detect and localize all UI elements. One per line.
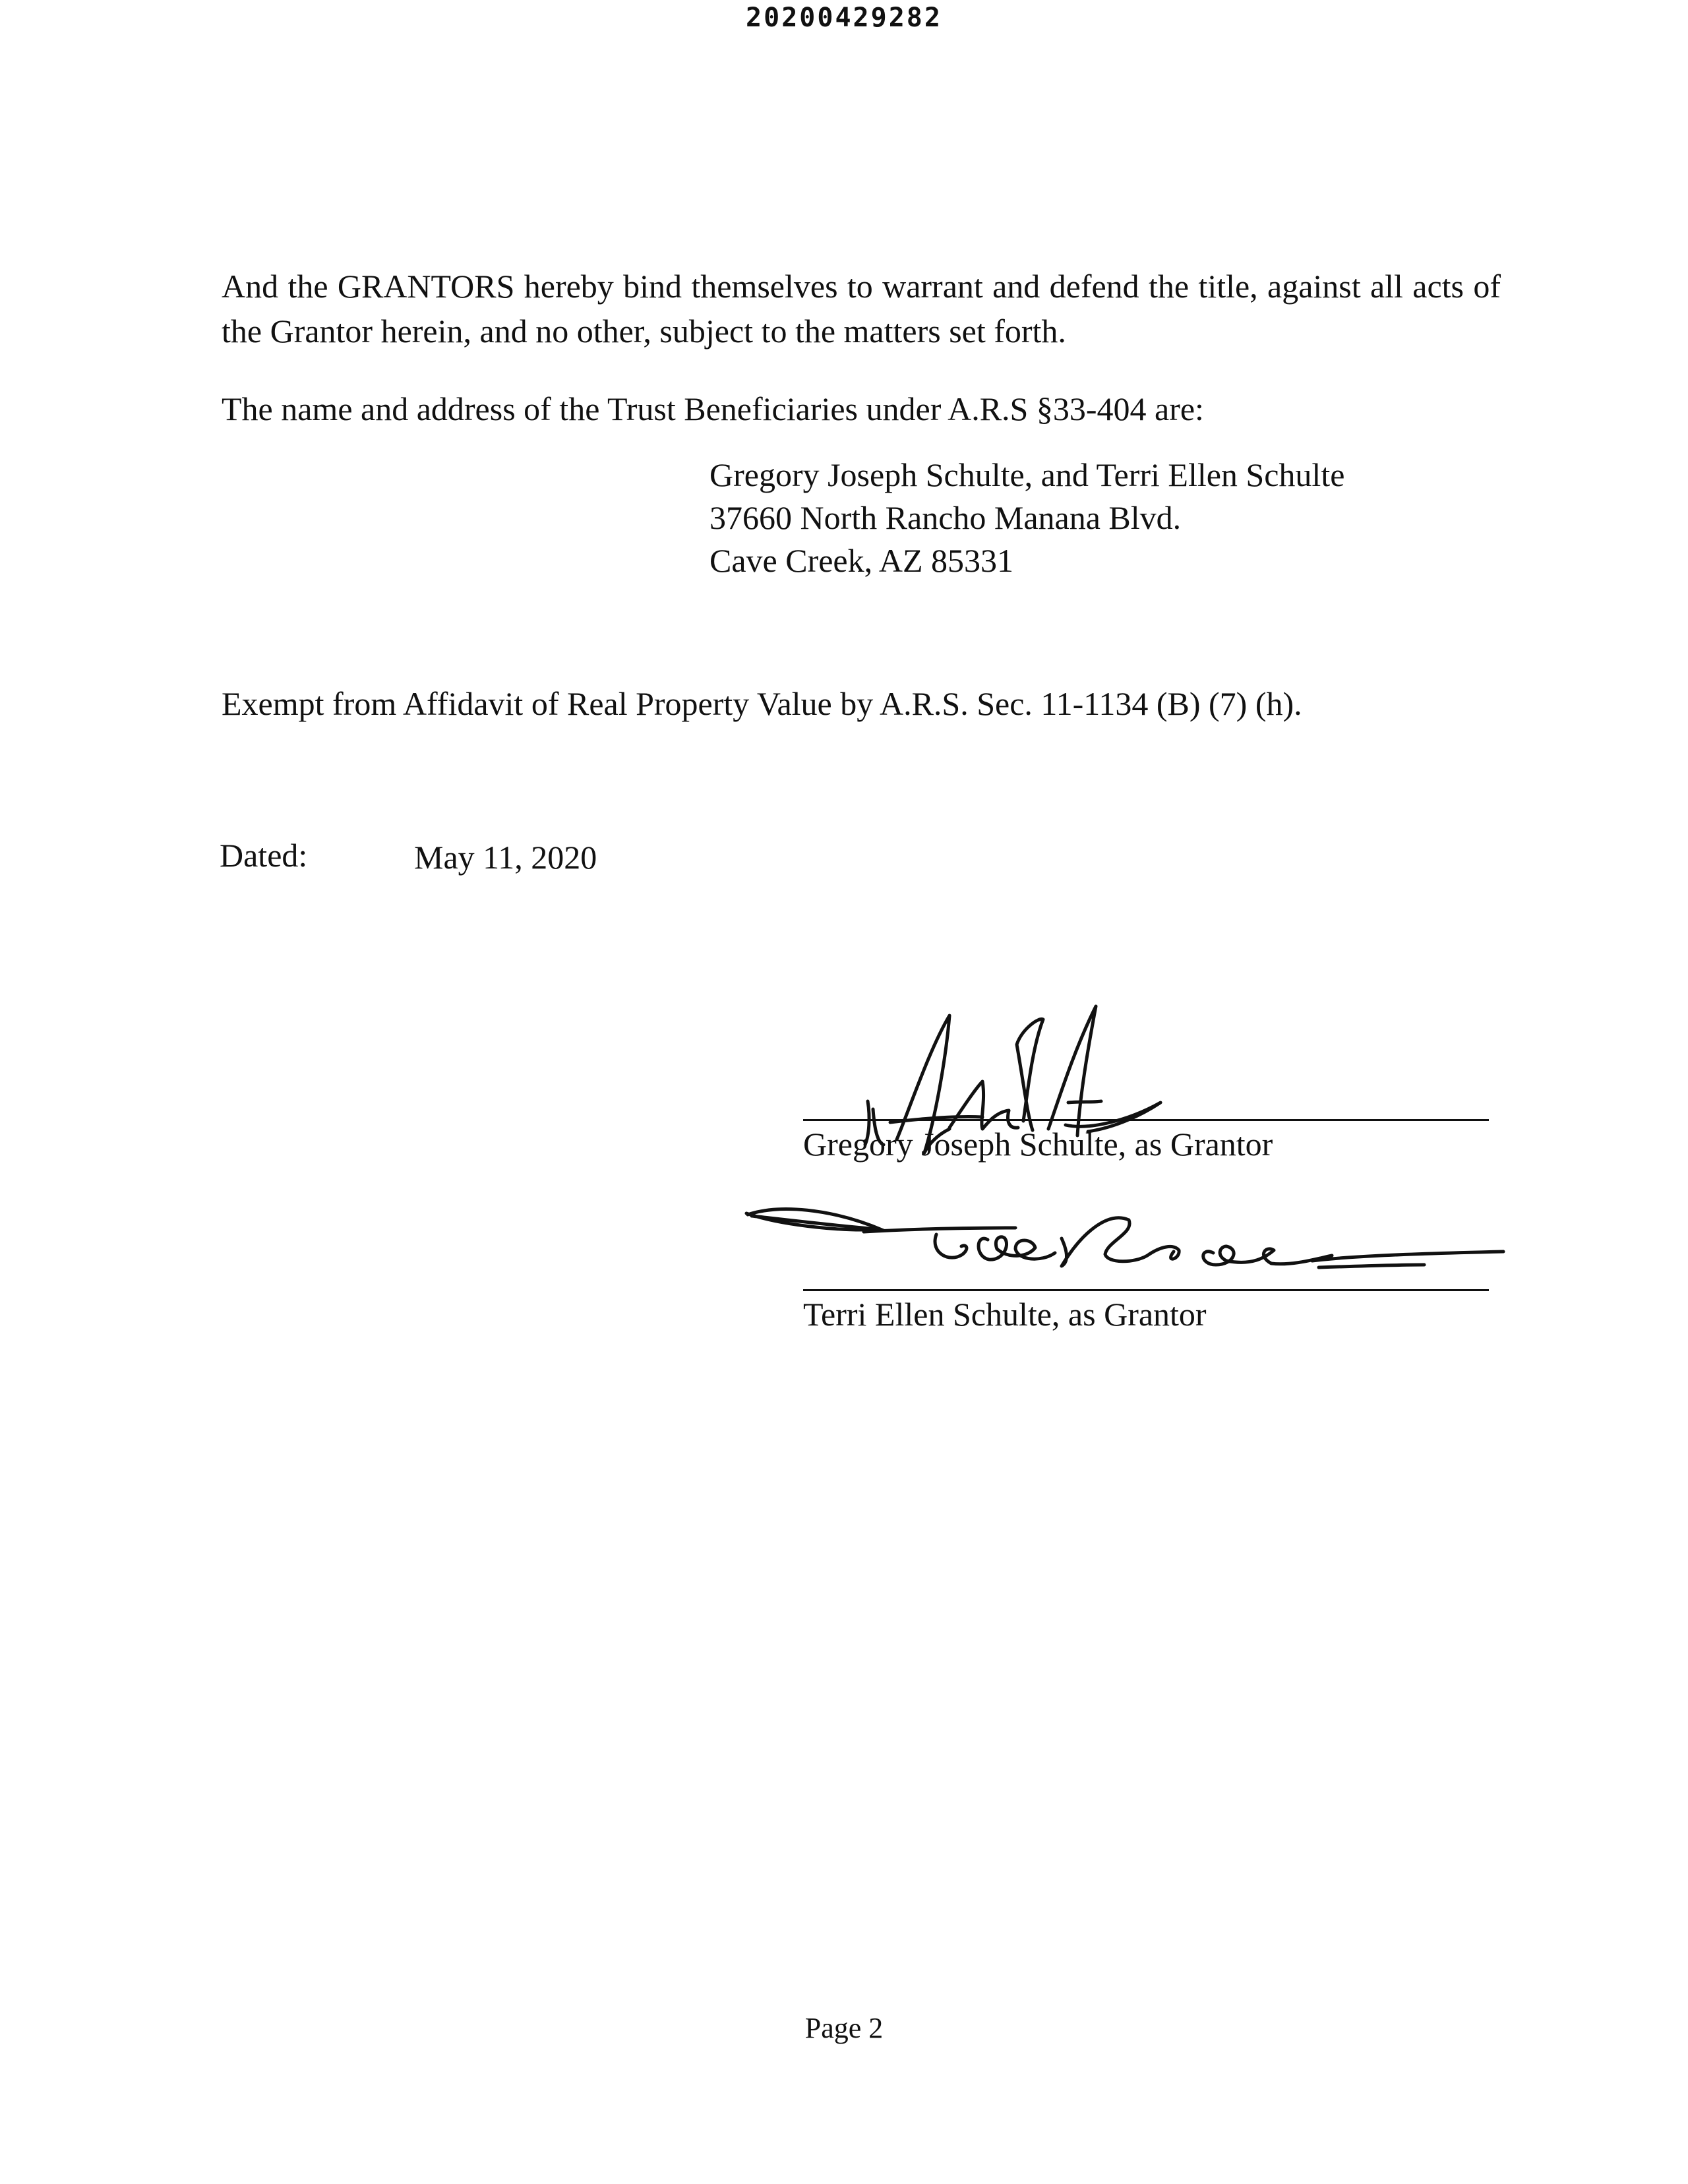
recording-number: 20200429282 bbox=[746, 3, 942, 33]
terri-signature-caption: Terri Ellen Schulte, as Grantor bbox=[803, 1296, 1207, 1333]
gregory-signature-line bbox=[803, 1119, 1489, 1121]
page-number: Page 2 bbox=[804, 2012, 884, 2044]
dated-value: May 11, 2020 bbox=[414, 839, 597, 876]
warranty-paragraph: And the GRANTORS hereby bind themselves to warrant and defend the title, against all acts of the Grantor herein, and no other, subject to the matters set forth. bbox=[222, 268, 1501, 349]
dated-label: Dated: bbox=[220, 837, 308, 874]
exemption-statement: Exempt from Affidavit of Real Property Value by A.R.S. Sec. 11-1134 (B) (7) (h). bbox=[222, 685, 1302, 722]
beneficiaries-intro: The name and address of the Trust Beneficiaries under A.R.S §33-404 are: bbox=[222, 390, 1204, 427]
beneficiaries-names: Gregory Joseph Schulte, and Terri Ellen Schulte bbox=[709, 456, 1345, 493]
beneficiaries-city-state-zip: Cave Creek, AZ 85331 bbox=[709, 542, 1014, 579]
beneficiaries-street: 37660 North Rancho Manana Blvd. bbox=[709, 499, 1182, 536]
gregory-signature-caption: Gregory Joseph Schulte, as Grantor bbox=[803, 1126, 1273, 1163]
terri-signature-line bbox=[803, 1289, 1489, 1291]
